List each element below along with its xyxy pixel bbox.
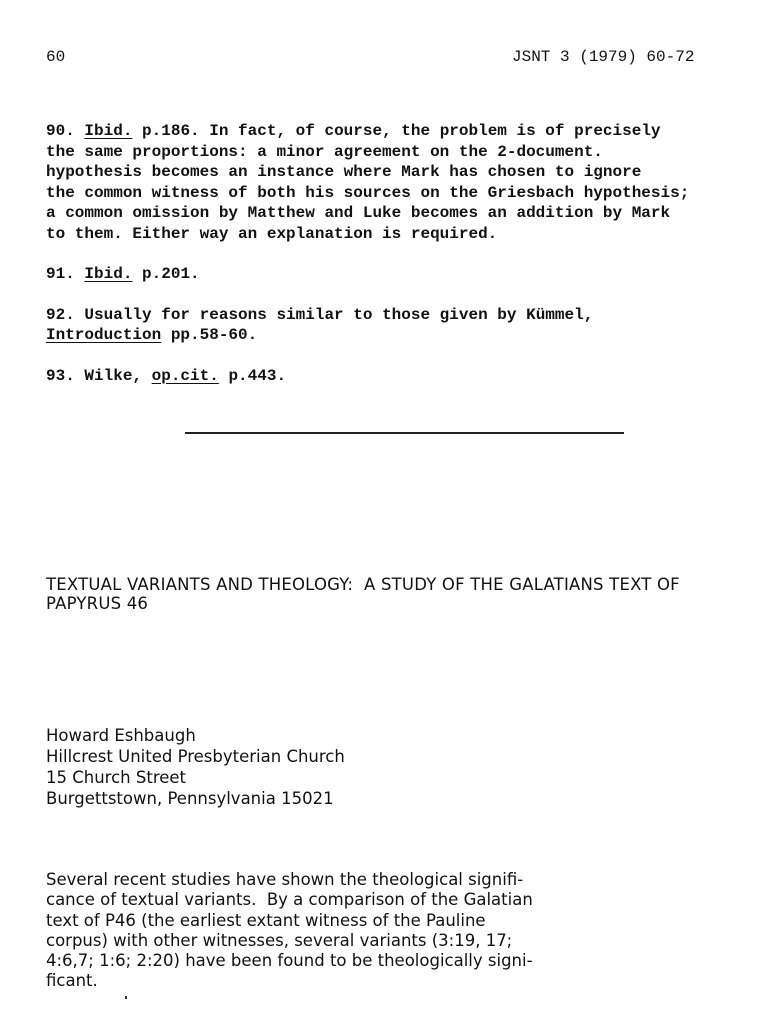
note-line: to them. Either way an explanation is required.	[46, 224, 498, 243]
abstract	[46, 870, 736, 992]
note-line	[46, 121, 736, 142]
note-text: p.186. In fact, of course, the problem is of precisely	[132, 122, 661, 140]
abstract-line: ficant.	[46, 971, 98, 991]
page-number: 60	[46, 48, 66, 66]
note-90	[46, 121, 736, 244]
note-line: the common witness of both his sources on the Griesbach hypothesis;	[46, 183, 690, 202]
note-line: the same proportions: a minor agreement on the 2-document.	[46, 142, 603, 161]
note-93	[46, 366, 736, 387]
note-text: Wilke,	[74, 366, 152, 385]
endnotes	[46, 121, 736, 406]
note-line: hypothesis becomes an instance where Mark has chosen to ignore	[46, 163, 642, 181]
note-text: pp.58-60.	[161, 326, 258, 344]
note-number: 91.	[46, 265, 75, 283]
title-line: TEXTUAL VARIANTS AND THEOLOGY: A STUDY OF THE GALATIANS TEXT OF	[46, 575, 680, 594]
note-91	[46, 264, 736, 285]
scan-speck	[125, 996, 127, 999]
abstract-line: text of P46 (the earliest extant witness of the Pauline	[46, 910, 486, 930]
note-line	[46, 325, 736, 346]
note-number: 93.	[46, 366, 75, 385]
author-city: Burgettstown, Pennsylvania 15021	[46, 789, 334, 808]
note-text: Usually for reasons similar to those given by Kümmel,	[74, 305, 594, 324]
abstract-line: 4:6,7; 1:6; 2:20) have been found to be theologically signi-	[46, 951, 533, 971]
note-line	[46, 305, 736, 326]
note-text: p.443.	[218, 366, 287, 385]
note-line	[46, 264, 736, 285]
note-reference: Ibid.	[84, 265, 133, 283]
author-name: Howard Eshbaugh	[46, 726, 196, 745]
note-reference: Introduction	[46, 326, 162, 344]
abstract-line: corpus) with other witnesses, several variants (3:19, 17;	[46, 930, 513, 950]
author-institution: Hillcrest United Presbyterian Church	[46, 747, 345, 766]
note-reference: op.cit.	[151, 366, 219, 385]
title-line: PAPYRUS 46	[46, 594, 149, 613]
note-92	[46, 305, 736, 346]
note-text: p.201.	[132, 265, 200, 283]
note-line	[46, 366, 736, 387]
section-divider	[185, 432, 624, 434]
journal-reference: JSNT 3 (1979) 60-72	[512, 48, 695, 66]
abstract-line: cance of textual variants. By a comparison of the Galatian	[46, 890, 533, 910]
author-block	[46, 725, 345, 809]
article-title	[46, 575, 736, 613]
note-reference: Ibid.	[84, 122, 133, 140]
author-street: 15 Church Street	[46, 768, 187, 787]
note-line: a common omission by Matthew and Luke becomes an addition by Mark	[46, 204, 671, 222]
note-number: 90.	[46, 122, 75, 140]
abstract-line: Several recent studies have shown the theological signifi-	[46, 870, 524, 889]
note-number: 92.	[46, 305, 75, 324]
